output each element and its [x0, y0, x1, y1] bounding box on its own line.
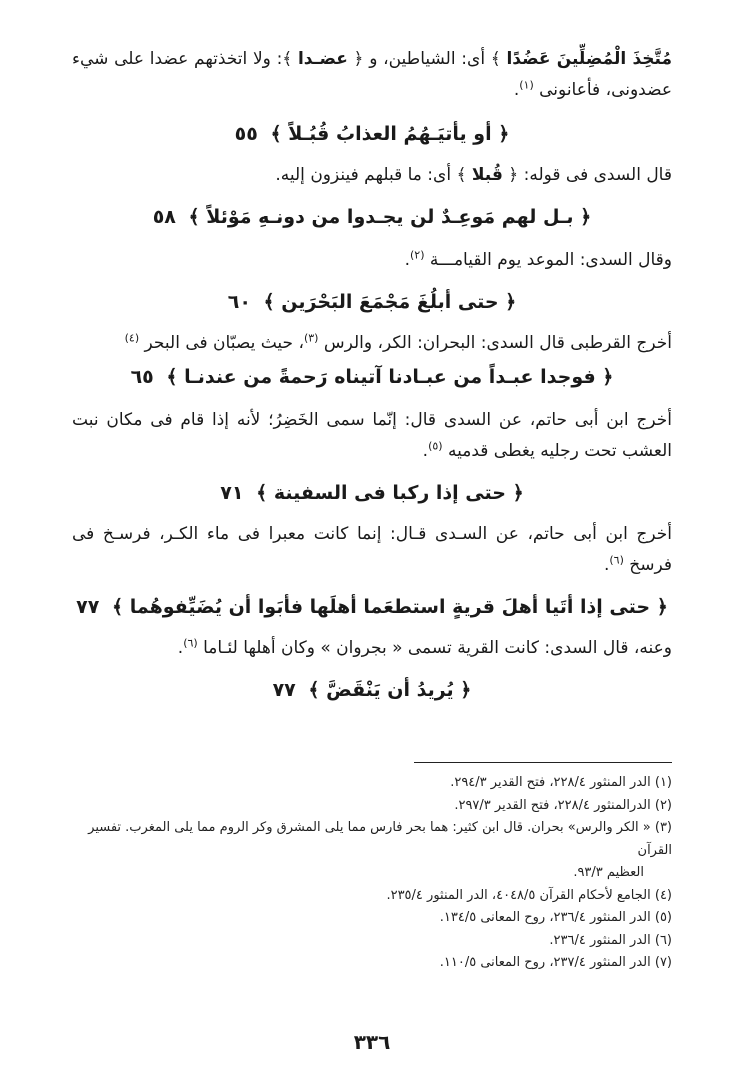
verse-heading-77a [72, 591, 672, 623]
verse-text: ﴿ بـل لهم مَوعِـدٌ لن يجـدوا من دونـهِ مَوْئلاً ﴾ [188, 206, 592, 228]
verse-text: ﴿ حتى إذا أتَيا أهلَ قريةٍ استطعَما أهلَها فأبَوا أن يُضَيِّفوهُما ﴾ [111, 596, 668, 618]
verse-heading-77b [72, 674, 672, 706]
footnote-ref[interactable]: (٦) [609, 553, 624, 567]
verse-heading-60 [72, 286, 672, 318]
footnote-divider [414, 762, 672, 763]
main-text [72, 44, 672, 716]
verse-heading-65 [72, 361, 672, 393]
paragraph-6: أخرج ابن أبى حاتم، عن السـدى قـال: إنما كانت معبرا فى ماء الكـر، فرسـخ فى فرسخ $^{(٦)}$. [72, 524, 672, 575]
verse-number: ٧٧ [272, 679, 296, 701]
verse-heading-71 [72, 477, 672, 509]
paragraph-5: أخرج ابن أبى حاتم، عن السدى قال: إنّما سمى الخَضِرُ؛ لأنه إذا قام فى مكان نبت العشب تحت رجليه يغطى قدميه $^{(٥)}$. [72, 410, 672, 461]
verse-text: ﴿ يُريدُ أن يَنْقَضَّ ﴾ [308, 679, 472, 701]
footnote-2: (٢) الدرالمنثور ٢٢٨/٤، فتح القدير ٢٩٧/٣. [454, 797, 672, 813]
footnotes [60, 772, 672, 975]
verse-number: ٥٨ [152, 206, 176, 228]
quoted-word: قُبلا [471, 165, 503, 185]
verse-number: ٦٠ [227, 291, 251, 313]
verse-text: ﴿ حتى أبلُغَ مَجْمَعَ البَحْرَين ﴾ [263, 291, 517, 313]
paragraph-3: وقال السدى: الموعد يوم القيامـــة $^{(٢)}$. [404, 248, 672, 270]
paragraph-4: أخرج القرطبى قال السدى: البحران: الكر، والرس $^{(٣)}$، حيث يصبّان فى البحر $^{(٤)}$ [124, 331, 672, 353]
paragraph-2: قال السدى فى قوله: ﴿ قُبلا ﴾ أى: ما قبلهم فينزون إليه. [275, 165, 672, 185]
footnote-3-continued: العظيم ٩٣/٣. [573, 865, 644, 880]
paragraph-1: مُتَّخِذَ الْمُضِلِّينَ عَضُدًا ﴾ أى: الشياطين، و ﴿ عضـدا ﴾: ولا اتخذتهم عضدا على شيء عضدونى، فأعانونى $^{(١)}$. [72, 49, 672, 100]
footnote-ref[interactable]: (٥) [428, 439, 443, 453]
footnote-ref[interactable]: (٢) [409, 248, 425, 262]
footnote-ref[interactable]: (١) [519, 78, 534, 92]
verse-text: ﴿ فوجدا عبـداً من عبـادنا آتيناه رَحمةً من عندنـا ﴾ [166, 366, 614, 388]
paragraph-7: وعنه، قال السدى: كانت القرية تسمى « بجروان » وكان أهلها لئـاما $^{(٦)}$. [177, 636, 672, 658]
footnote-5: (٥) الدر المنثور ٢٣٦/٤، روح المعانى ١٣٤/٥. [439, 910, 672, 925]
quoted-phrase: مُتَّخِذَ الْمُضِلِّينَ عَضُدًا [506, 49, 672, 69]
footnote-ref[interactable]: (٦) [183, 636, 198, 650]
footnote-3: (٣) « الكر والرس» بحران. قال ابن كثير: هما بحر فارس مما يلى المشرق وكر الروم مما يلى المغرب. تفسير القرآن [88, 820, 672, 858]
footnote-ref[interactable]: (٤) [124, 331, 140, 345]
verse-number: ٧١ [220, 482, 244, 504]
verse-number: ٧٧ [76, 596, 100, 618]
footnote-ref[interactable]: (٣) [303, 331, 319, 345]
verse-heading-58 [72, 201, 672, 233]
footnote-7: (٧) الدر المنثور ٢٣٧/٤، روح المعانى ١١٠/٥. [439, 955, 672, 970]
quoted-word: عضـدا [297, 49, 348, 69]
verse-heading-55 [72, 118, 672, 150]
verse-number: ٦٥ [130, 366, 154, 388]
footnote-4: (٤) الجامع لأحكام القرآن ٤٠٤٨/٥، الدر المنثور ٢٣٥/٤. [386, 887, 672, 903]
verse-text: ﴿ أو يأتيَـهُمُ العذابُ قُبُـلاً ﴾ [270, 123, 510, 145]
footnote-1: (١) الدر المنثور ٢٢٨/٤، فتح القدير ٢٩٤/٣. [450, 775, 672, 790]
verse-number: ٥٥ [234, 123, 258, 145]
verse-text: ﴿ حتى إذا ركبا فى السفينة ﴾ [256, 482, 524, 504]
footnote-6: (٦) الدر المنثور ٢٣٦/٤. [549, 932, 672, 948]
page-number: ٣٣٦ [353, 1030, 391, 1054]
